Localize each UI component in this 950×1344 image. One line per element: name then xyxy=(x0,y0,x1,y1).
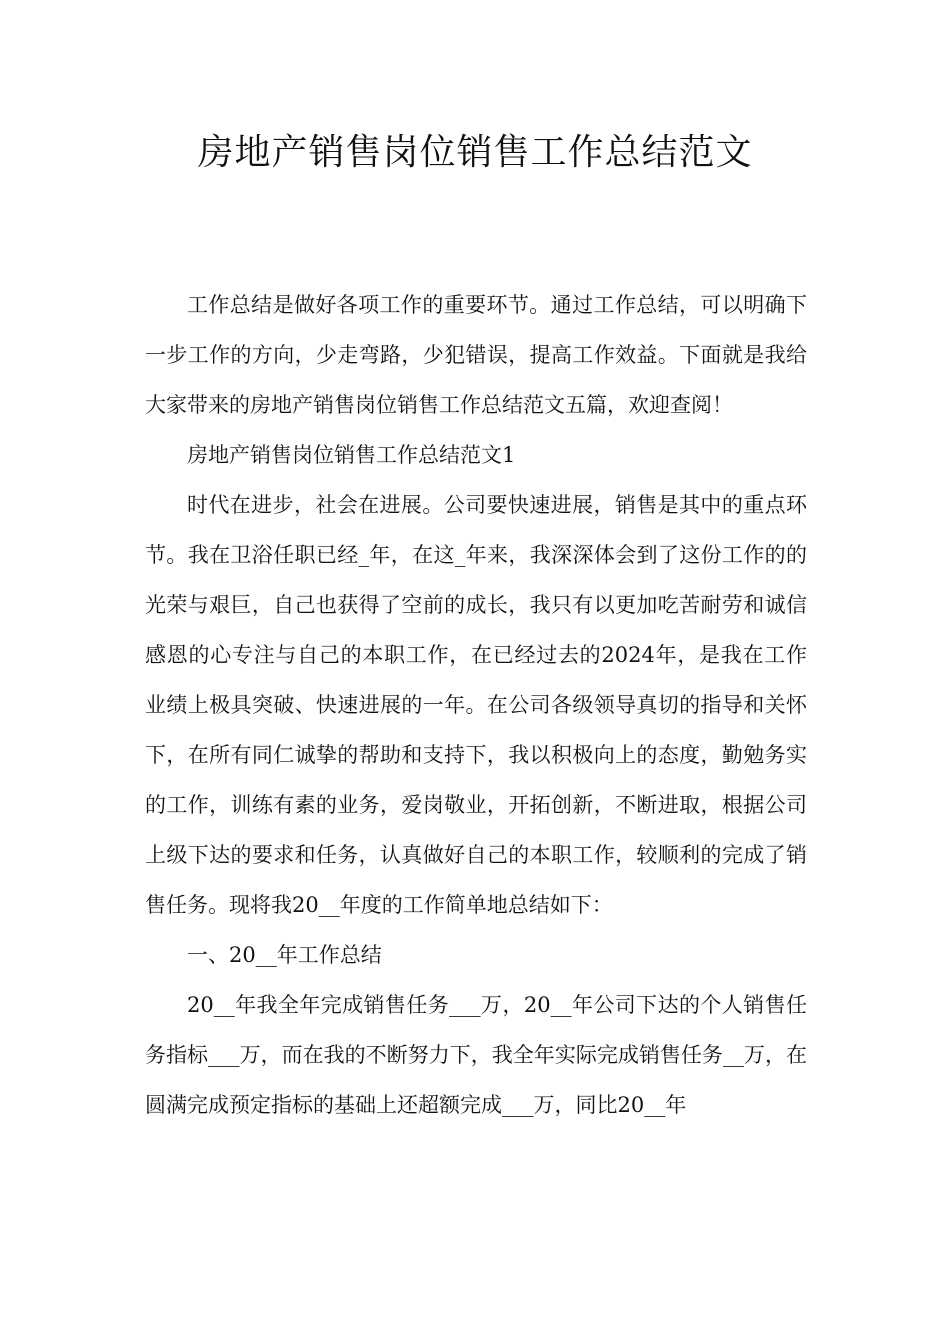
document-title: 房地产销售岗位销售工作总结范文 xyxy=(197,132,753,173)
subsection-heading: 一、20__年工作总结 xyxy=(187,943,382,967)
document-body xyxy=(145,280,807,1130)
body-paragraph-2: 20__年我全年完成销售任务___万，20__年公司下达的个人销售任务指标___万，而在我的不断努力下，我全年实际完成销售任务__万，在圆满完成预定指标的基础上还超额完成___万，同比20__年 xyxy=(145,993,807,1117)
body-paragraph: 时代在进步，社会在进展。公司要快速进展，销售是其中的重点环节。我在卫浴任职已经_年，在这_年来，我深深体会到了这份工作的的光荣与艰巨，自己也获得了空前的成长，我只有以更加吃苦耐劳和诚信感恩的心专注与自己的本职工作，在已经过去的2024年，是我在工作业绩上极具突破、快速进展的一年。在公司各级领导真切的指导和关怀下，在所有同仁诚挚的帮助和支持下，我以积极向上的态度，勤勉务实的工作，训练有素的业务，爱岗敬业，开拓创新，不断进取，根据公司上级下达的要求和任务，认真做好自己的本职工作，较顺利的完成了销售任务。现将我20__年度的工作简单地总结如下： xyxy=(145,493,807,917)
intro-paragraph: 工作总结是做好各项工作的重要环节。通过工作总结，可以明确下一步工作的方向，少走弯路，少犯错误，提高工作效益。下面就是我给大家带来的房地产销售岗位销售工作总结范文五篇，欢迎查阅！ xyxy=(145,293,807,417)
section-heading-1: 房地产销售岗位销售工作总结范文1 xyxy=(187,443,516,467)
